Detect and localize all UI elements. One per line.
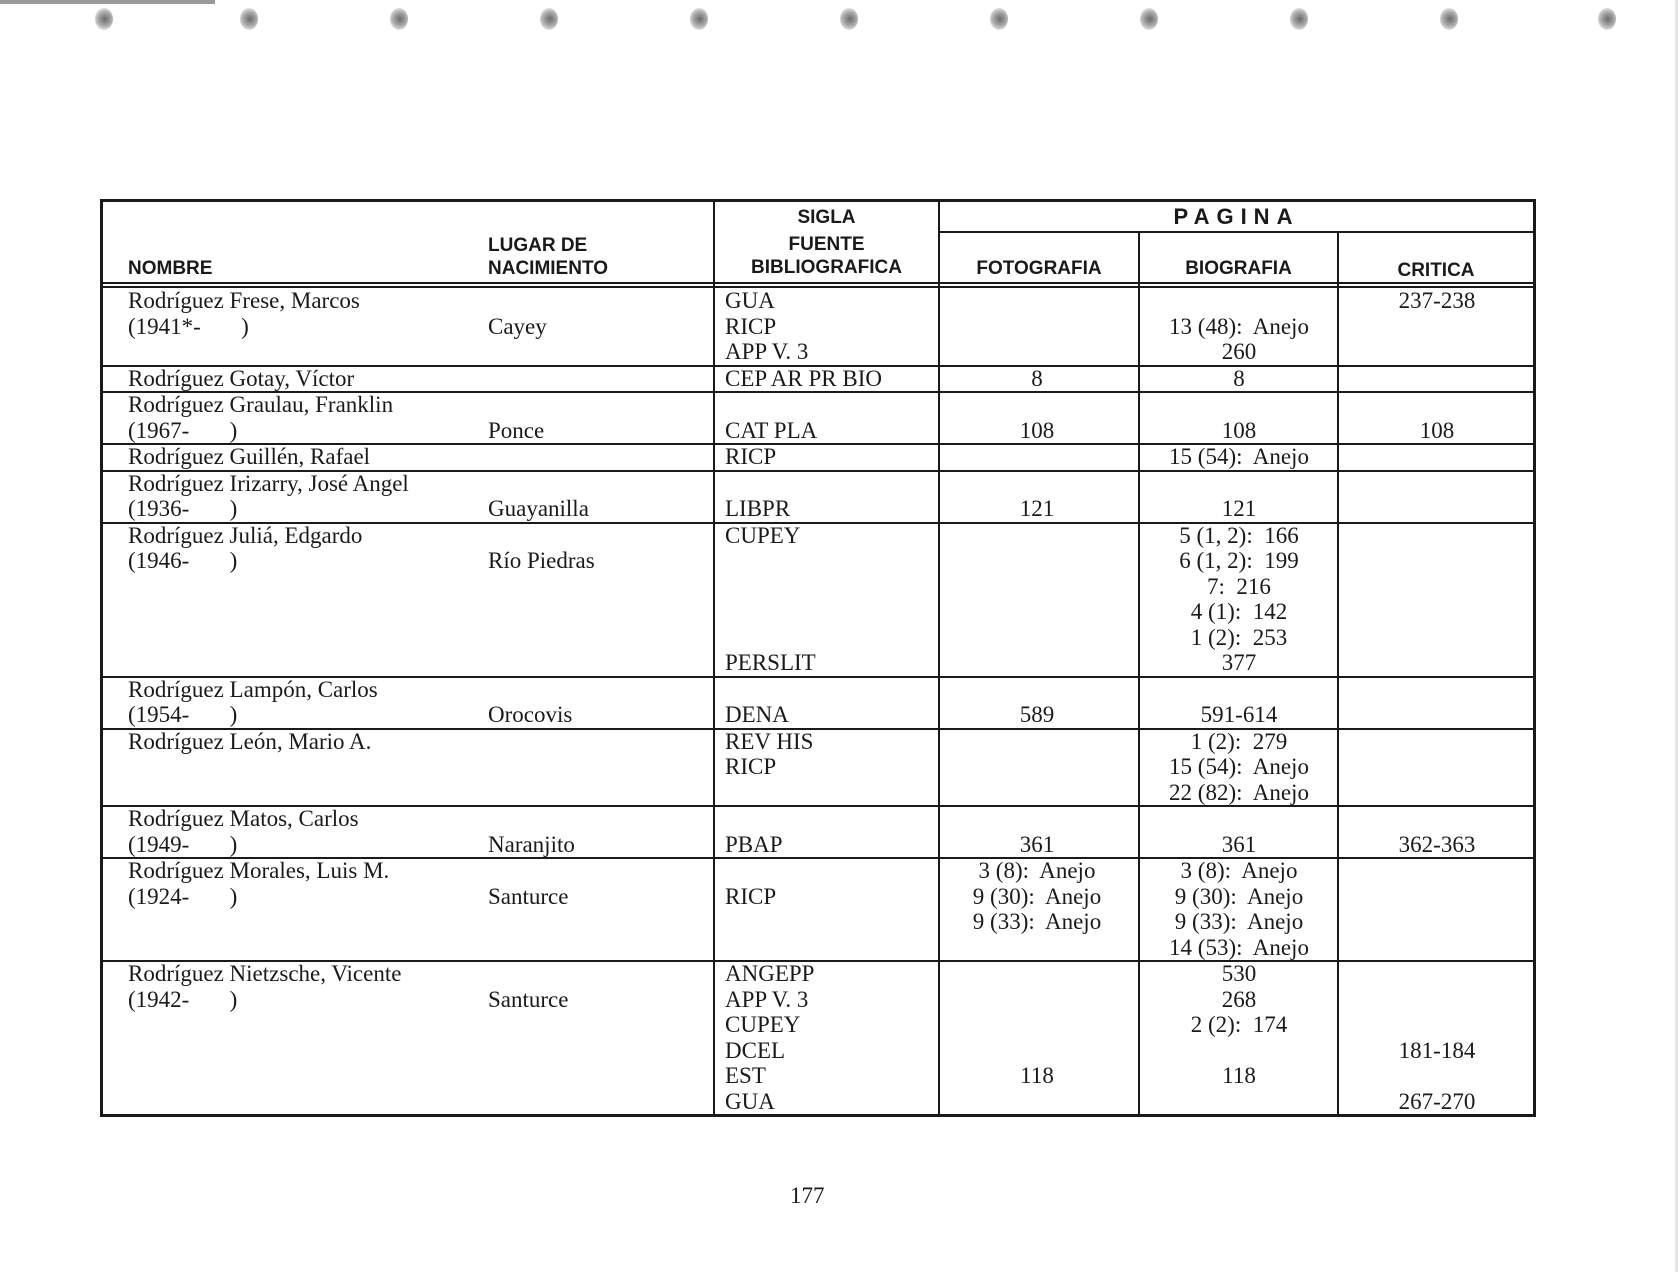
cell-line: 9 (33): Anejo: [1174, 909, 1304, 934]
binder-holes: [0, 8, 1678, 34]
cell-line: [488, 523, 595, 549]
cell-line: [938, 806, 1136, 832]
cell-line: [1140, 392, 1338, 418]
cell-line: Santurce: [488, 883, 569, 909]
binder-hole: [390, 8, 408, 30]
binder-hole: [1140, 8, 1158, 30]
cell-line: [488, 961, 568, 987]
cell-line: 121: [1221, 496, 1257, 521]
cell-line: Rodríguez Morales, Luis M.: [128, 858, 390, 883]
name-cell: [128, 392, 393, 443]
sigla-cell: [725, 729, 813, 780]
pagina-divider: [938, 231, 1533, 233]
cell-line: 1 (2): 253: [1190, 624, 1288, 650]
cell-line: Ponce: [488, 417, 545, 443]
cell-line: Rodríguez Lampón, Carlos: [128, 676, 378, 702]
cell-line: (1954- ): [128, 702, 238, 727]
table-row: [103, 961, 1533, 1114]
cell-line: Rodríguez Graulau, Franklin: [128, 392, 394, 417]
header-fotografia: FOTOGRAFIA: [976, 258, 1102, 279]
critica-cell: [1341, 288, 1533, 314]
table-row: [103, 729, 1533, 806]
table-row: [103, 444, 1533, 470]
cell-line: PERSLIT: [725, 650, 816, 675]
cell-line: 3 (8): Anejo: [978, 858, 1096, 883]
cell-line: 267-270: [1398, 1088, 1476, 1114]
cell-line: 118: [1020, 1063, 1054, 1088]
cell-line: [725, 625, 816, 651]
binder-hole: [240, 8, 258, 30]
fotografia-cell: [938, 366, 1136, 392]
cell-line: 268: [1221, 986, 1257, 1012]
binder-hole: [540, 8, 558, 30]
cell-line: [938, 1038, 1136, 1064]
lugar-cell: [488, 677, 572, 728]
cell-line: [1341, 987, 1533, 1013]
cell-line: 3 (8): Anejo: [1180, 858, 1298, 883]
cell-line: Naranjito: [488, 831, 575, 857]
cell-line: [1341, 392, 1533, 418]
cell-line: [725, 858, 776, 884]
biografia-cell: [1140, 392, 1338, 443]
name-cell: [128, 523, 362, 574]
name-cell: [128, 288, 360, 339]
cell-line: Rodríguez Irizarry, José Angel: [128, 470, 409, 496]
cell-line: [1341, 1012, 1533, 1038]
lugar-cell: [488, 288, 547, 339]
cell-line: 22 (82): Anejo: [1169, 779, 1309, 805]
cell-line: [938, 677, 1136, 703]
cell-line: Rodríguez Matos, Carlos: [128, 806, 359, 831]
cell-line: 8: [1233, 365, 1245, 391]
lugar-cell: [488, 858, 568, 909]
name-cell: [128, 366, 354, 392]
fotografia-cell: [938, 677, 1136, 728]
cell-line: [1341, 1063, 1533, 1089]
cell-line: [488, 858, 568, 884]
cell-line: 7: 216: [1207, 573, 1271, 599]
table-row: [103, 858, 1533, 960]
sigla-cell: [725, 366, 882, 392]
binder-hole: [95, 8, 113, 30]
name-cell: [128, 961, 401, 1012]
cell-line: [488, 677, 572, 703]
fotografia-cell: [938, 858, 1136, 935]
cell-line: [725, 599, 816, 625]
cell-line: 181-184: [1398, 1037, 1476, 1063]
cell-line: 361: [1019, 831, 1055, 857]
cell-line: LIBPR: [725, 496, 791, 521]
cell-line: 2 (2): 174: [1190, 1012, 1288, 1037]
cell-line: REV HIS: [725, 728, 814, 754]
cell-line: 15 (54): Anejo: [1169, 754, 1309, 779]
cell-line: [938, 471, 1136, 497]
sigla-cell: [725, 444, 776, 470]
biografia-cell: [1140, 523, 1338, 676]
cell-line: [938, 1012, 1136, 1038]
cell-line: [488, 806, 575, 832]
cell-line: [725, 677, 789, 703]
lugar-cell: [488, 392, 544, 443]
lugar-cell: [488, 523, 595, 574]
biografia-cell: [1140, 729, 1338, 806]
critica-cell: [1341, 806, 1533, 857]
header-bibliografica: BIBLIOGRAFICA: [751, 257, 902, 278]
binder-hole: [990, 8, 1008, 30]
cell-line: ANGEPP: [725, 961, 815, 986]
cell-line: RICP: [725, 313, 777, 339]
cell-line: [488, 288, 547, 314]
header-lugar-1: LUGAR DE: [488, 235, 588, 256]
cell-line: 237-238: [1398, 288, 1476, 313]
cell-line: [938, 392, 1136, 418]
cell-line: 15 (54): Anejo: [1169, 444, 1309, 469]
cell-line: Rodríguez Gotay, Víctor: [128, 365, 355, 391]
lugar-cell: [488, 806, 575, 857]
binder-hole: [1440, 8, 1458, 30]
critica-cell: [1341, 961, 1533, 1114]
biografia-cell: [1140, 471, 1338, 522]
fotografia-cell: [938, 806, 1136, 857]
binder-hole: [840, 8, 858, 30]
cell-line: GUA: [725, 288, 775, 313]
sigla-cell: [725, 806, 783, 857]
name-cell: [128, 729, 371, 755]
biografia-cell: [1140, 858, 1338, 960]
binder-hole: [1598, 8, 1616, 30]
table-row: [103, 677, 1533, 728]
cell-line: Rodríguez Juliá, Edgardo: [128, 522, 363, 548]
cell-line: [725, 392, 817, 418]
cell-line: 108: [1419, 417, 1455, 443]
cell-line: 108: [1019, 417, 1055, 443]
header-pagina: PAGINA: [1173, 204, 1300, 229]
cell-line: [1140, 806, 1338, 832]
cell-line: PBAP: [725, 831, 783, 857]
cell-line: CUPEY: [725, 1012, 801, 1037]
table-row: [103, 366, 1533, 392]
cell-line: 4 (1): 142: [1190, 599, 1288, 624]
header-critica: CRITICA: [1397, 260, 1475, 281]
cell-line: [938, 1089, 1136, 1115]
cell-line: [1140, 677, 1338, 703]
cell-line: [488, 471, 589, 497]
cell-line: [938, 961, 1136, 987]
cell-line: (1967- ): [128, 417, 238, 443]
cell-line: 377: [1221, 650, 1257, 675]
cell-line: EST: [725, 1063, 766, 1088]
cell-line: Rodríguez León, Mario A.: [128, 728, 372, 754]
cell-line: 9 (30): Anejo: [972, 883, 1102, 909]
cell-line: RICP: [725, 883, 777, 909]
table-row: [103, 806, 1533, 857]
cell-line: 361: [1221, 831, 1257, 857]
cell-line: 589: [1019, 702, 1055, 727]
cell-line: RICP: [725, 754, 777, 779]
table-row: [103, 288, 1533, 365]
cell-line: [725, 574, 816, 600]
sigla-cell: [725, 858, 776, 909]
cell-line: (1949- ): [128, 831, 238, 857]
sigla-cell: [725, 677, 789, 728]
cell-line: 13 (48): Anejo: [1169, 313, 1309, 339]
fotografia-cell: [938, 961, 1136, 1114]
cell-line: 530: [1221, 961, 1257, 986]
cell-line: CEP AR PR BIO: [725, 365, 883, 391]
cell-line: Río Piedras: [488, 548, 595, 573]
cell-line: 6 (1, 2): 199: [1179, 548, 1299, 573]
name-cell: [128, 677, 378, 728]
binder-hole: [1290, 8, 1308, 30]
biografia-cell: [1140, 677, 1338, 728]
cell-line: (1942- ): [128, 986, 238, 1012]
cell-line: 591-614: [1200, 702, 1278, 727]
critica-cell: [1341, 392, 1533, 443]
cell-line: DCEL: [725, 1037, 786, 1063]
header-fuente: FUENTE: [788, 234, 865, 255]
cell-line: [938, 987, 1136, 1013]
cell-line: 118: [1222, 1063, 1256, 1088]
cell-line: [1341, 961, 1533, 987]
cell-line: 9 (33): Anejo: [972, 909, 1102, 934]
scan-top-edge: [0, 0, 215, 4]
cell-line: 121: [1019, 496, 1055, 521]
cell-line: (1936- ): [128, 496, 238, 521]
cell-line: [488, 392, 544, 418]
cell-line: Cayey: [488, 313, 547, 339]
cell-line: Rodríguez Guillén, Rafael: [128, 444, 371, 469]
cell-line: [1140, 288, 1338, 314]
table-row: [103, 523, 1533, 676]
header-sigla: SIGLA: [797, 207, 856, 228]
cell-line: APP V. 3: [725, 986, 809, 1012]
name-cell: [128, 858, 389, 909]
cell-line: CAT PLA: [725, 417, 818, 443]
cell-line: [725, 548, 816, 574]
cell-line: (1946- ): [128, 548, 238, 573]
cell-line: (1924- ): [128, 883, 238, 909]
name-cell: [128, 444, 370, 470]
index-table: [100, 199, 1536, 1117]
lugar-cell: [488, 471, 589, 522]
name-cell: [128, 471, 409, 522]
cell-line: 8: [1031, 365, 1043, 391]
table-row: [103, 471, 1533, 522]
sigla-cell: [725, 392, 817, 443]
table-row: [103, 392, 1533, 443]
cell-line: 108: [1221, 417, 1257, 443]
cell-line: 5 (1, 2): 166: [1179, 522, 1299, 548]
cell-line: Rodríguez Frese, Marcos: [128, 288, 360, 313]
biografia-cell: [1140, 366, 1338, 392]
cell-line: 14 (53): Anejo: [1169, 934, 1309, 960]
cell-line: Santurce: [488, 986, 569, 1012]
binder-hole: [690, 8, 708, 30]
header-biografia: BIOGRAFIA: [1185, 258, 1292, 279]
biografia-cell: [1140, 806, 1338, 857]
page-number: 177: [790, 1183, 825, 1208]
cell-line: [725, 806, 783, 832]
cell-line: [1140, 1038, 1338, 1064]
header-divider: [103, 282, 1533, 284]
sigla-cell: [725, 523, 816, 676]
cell-line: 260: [1221, 339, 1257, 364]
header-lugar-2: NACIMIENTO: [488, 258, 608, 279]
cell-line: [1341, 806, 1533, 832]
cell-line: RICP: [725, 444, 777, 469]
cell-line: CUPEY: [725, 522, 801, 548]
cell-line: Rodríguez Nietzsche, Vicente: [128, 961, 402, 986]
name-cell: [128, 806, 359, 857]
lugar-cell: [488, 961, 568, 1012]
cell-line: Guayanilla: [488, 496, 589, 521]
cell-line: 362-363: [1398, 831, 1476, 857]
biografia-cell: [1140, 444, 1338, 470]
cell-line: DENA: [725, 702, 789, 727]
fotografia-cell: [938, 471, 1136, 522]
cell-line: 9 (30): Anejo: [1174, 883, 1304, 909]
cell-line: [1140, 1089, 1338, 1115]
cell-line: Orocovis: [488, 702, 573, 727]
fotografia-cell: [938, 392, 1136, 443]
sigla-cell: [725, 471, 790, 522]
cell-line: GUA: [725, 1088, 775, 1114]
cell-line: [725, 471, 790, 497]
sigla-cell: [725, 961, 814, 1114]
cell-line: APP V. 3: [725, 339, 809, 364]
biografia-cell: [1140, 961, 1338, 1114]
sigla-cell: [725, 288, 808, 365]
cell-line: [1140, 471, 1338, 497]
cell-line: 1 (2): 279: [1190, 728, 1288, 754]
header-nombre: NOMBRE: [128, 258, 213, 279]
biografia-cell: [1140, 288, 1338, 365]
cell-line: (1941*- ): [128, 313, 249, 339]
